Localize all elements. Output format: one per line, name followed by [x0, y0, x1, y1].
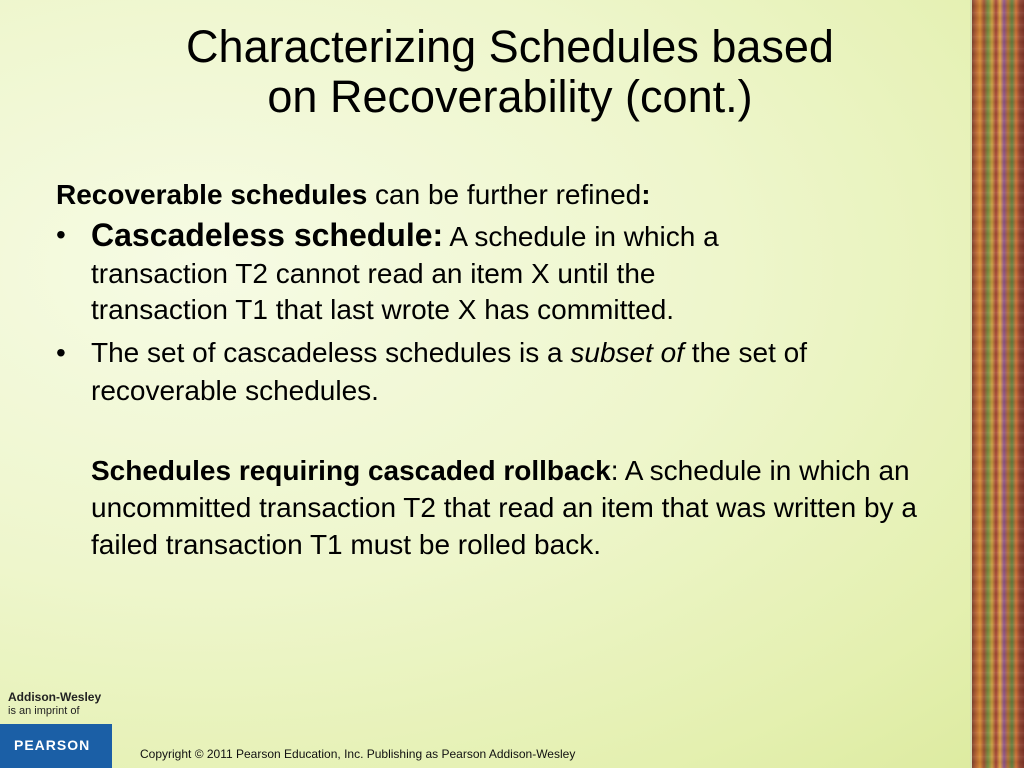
bullet-text-line-1: A schedule in which a	[443, 221, 719, 252]
copyright-notice: Copyright © 2011 Pearson Education, Inc. Publishing as Pearson Addison-Wesley	[140, 747, 576, 761]
cascaded-rollback-paragraph	[91, 452, 956, 563]
bullet-text-after: the set of recoverable schedules.	[91, 337, 807, 406]
intro-colon: :	[641, 179, 651, 210]
slide-body	[56, 176, 956, 563]
bullet-italic-text: subset of	[570, 337, 685, 368]
pearson-logo-text: PEARSON	[14, 737, 91, 753]
addison-wesley-imprint	[8, 690, 108, 717]
paragraph-bold-term: Schedules requiring cascaded rollback	[91, 455, 611, 486]
bullet-subset	[56, 334, 956, 410]
intro-bold-term: Recoverable schedules	[56, 179, 368, 210]
paragraph-text: : A schedule in which an uncommitted transaction T2 that read an item that was written by a failed transaction T1 must be rolled back.	[91, 455, 917, 560]
intro-text: can be further refined	[367, 179, 642, 210]
bullet-text-line-3: transaction T1 that last wrote X has committed.	[91, 294, 675, 325]
bullet-term-colon: :	[432, 217, 444, 253]
decorative-stripe	[972, 0, 1024, 768]
bullet-marker: •	[56, 337, 66, 368]
bullet-term: Cascadeless schedule	[91, 217, 433, 253]
imprint-text: is an imprint of	[8, 705, 80, 717]
bullet-marker: •	[56, 219, 66, 250]
slide-title-line-1: Characterizing Schedules based	[186, 21, 834, 72]
bullet-text-before: The set of cascadeless schedules is a	[91, 337, 571, 368]
slide-title	[60, 22, 960, 122]
imprint-brand: Addison-Wesley	[8, 690, 102, 704]
bullet-text-line-2: transaction T2 cannot read an item X until the	[91, 258, 656, 289]
bullet-cascadeless	[56, 216, 956, 328]
slide-title-line-2: on Recoverability (cont.)	[267, 71, 753, 122]
pearson-logo	[0, 724, 112, 768]
intro-line	[56, 176, 956, 214]
